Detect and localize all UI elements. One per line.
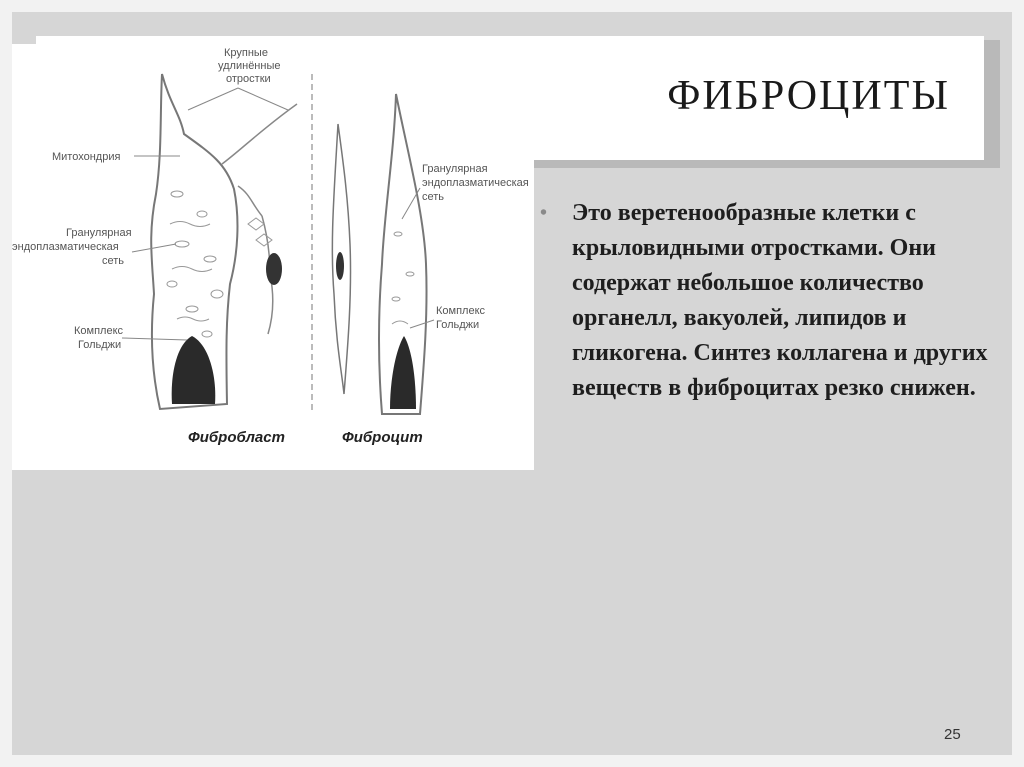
fibroblast-nucleus — [172, 336, 216, 404]
label-golgi-right-2: Гольджи — [436, 319, 480, 331]
bullet-list — [540, 196, 1000, 406]
fibrocyte-nucleus — [390, 336, 416, 409]
bullet-text: Это веретенообразные клетки с крыловидными отростками. Они содержат небольшое количество органелл, вакуолей, липидов и гликогена. Синтез коллагена и других веществ в фиброцитах резко снижен. — [572, 200, 988, 401]
label-golgi-right-1: Комплекс — [436, 305, 486, 317]
bullet-icon: • — [540, 202, 548, 224]
label-er-right-3: сеть — [422, 191, 445, 203]
cell-diagram — [12, 44, 534, 470]
label-er-left-2: эндоплазматическая — [12, 241, 119, 253]
label-processes-2: удлинённые — [218, 60, 281, 72]
leader-lines — [122, 88, 434, 340]
page-number: 25 — [944, 726, 961, 743]
label-golgi-left-1: Комплекс — [74, 325, 124, 337]
label-er-left-3: сеть — [102, 255, 125, 267]
fibrocyte-narrow-nucleus — [336, 252, 344, 280]
label-er-right-1: Гранулярная — [422, 163, 488, 175]
cell-diagram-figure — [12, 44, 534, 470]
label-mitochondria: Митохондрия — [52, 151, 121, 163]
label-processes-3: отростки — [226, 73, 271, 85]
slide-title: ФИБРОЦИТЫ — [667, 73, 950, 119]
caption-fibrocyte: Фиброцит — [342, 429, 423, 446]
label-er-right-2: эндоплазматическая — [422, 177, 529, 189]
fibroblast-organelles — [167, 191, 272, 337]
process-nucleus — [266, 253, 282, 285]
fibroblast-process — [222, 104, 297, 334]
label-er-left-1: Гранулярная — [66, 227, 132, 239]
caption-fibroblast: Фибробласт — [188, 429, 285, 446]
fibrocyte-organelles — [392, 232, 414, 324]
label-golgi-left-2: Гольджи — [78, 339, 122, 351]
label-processes-1: Крупные — [224, 47, 268, 59]
